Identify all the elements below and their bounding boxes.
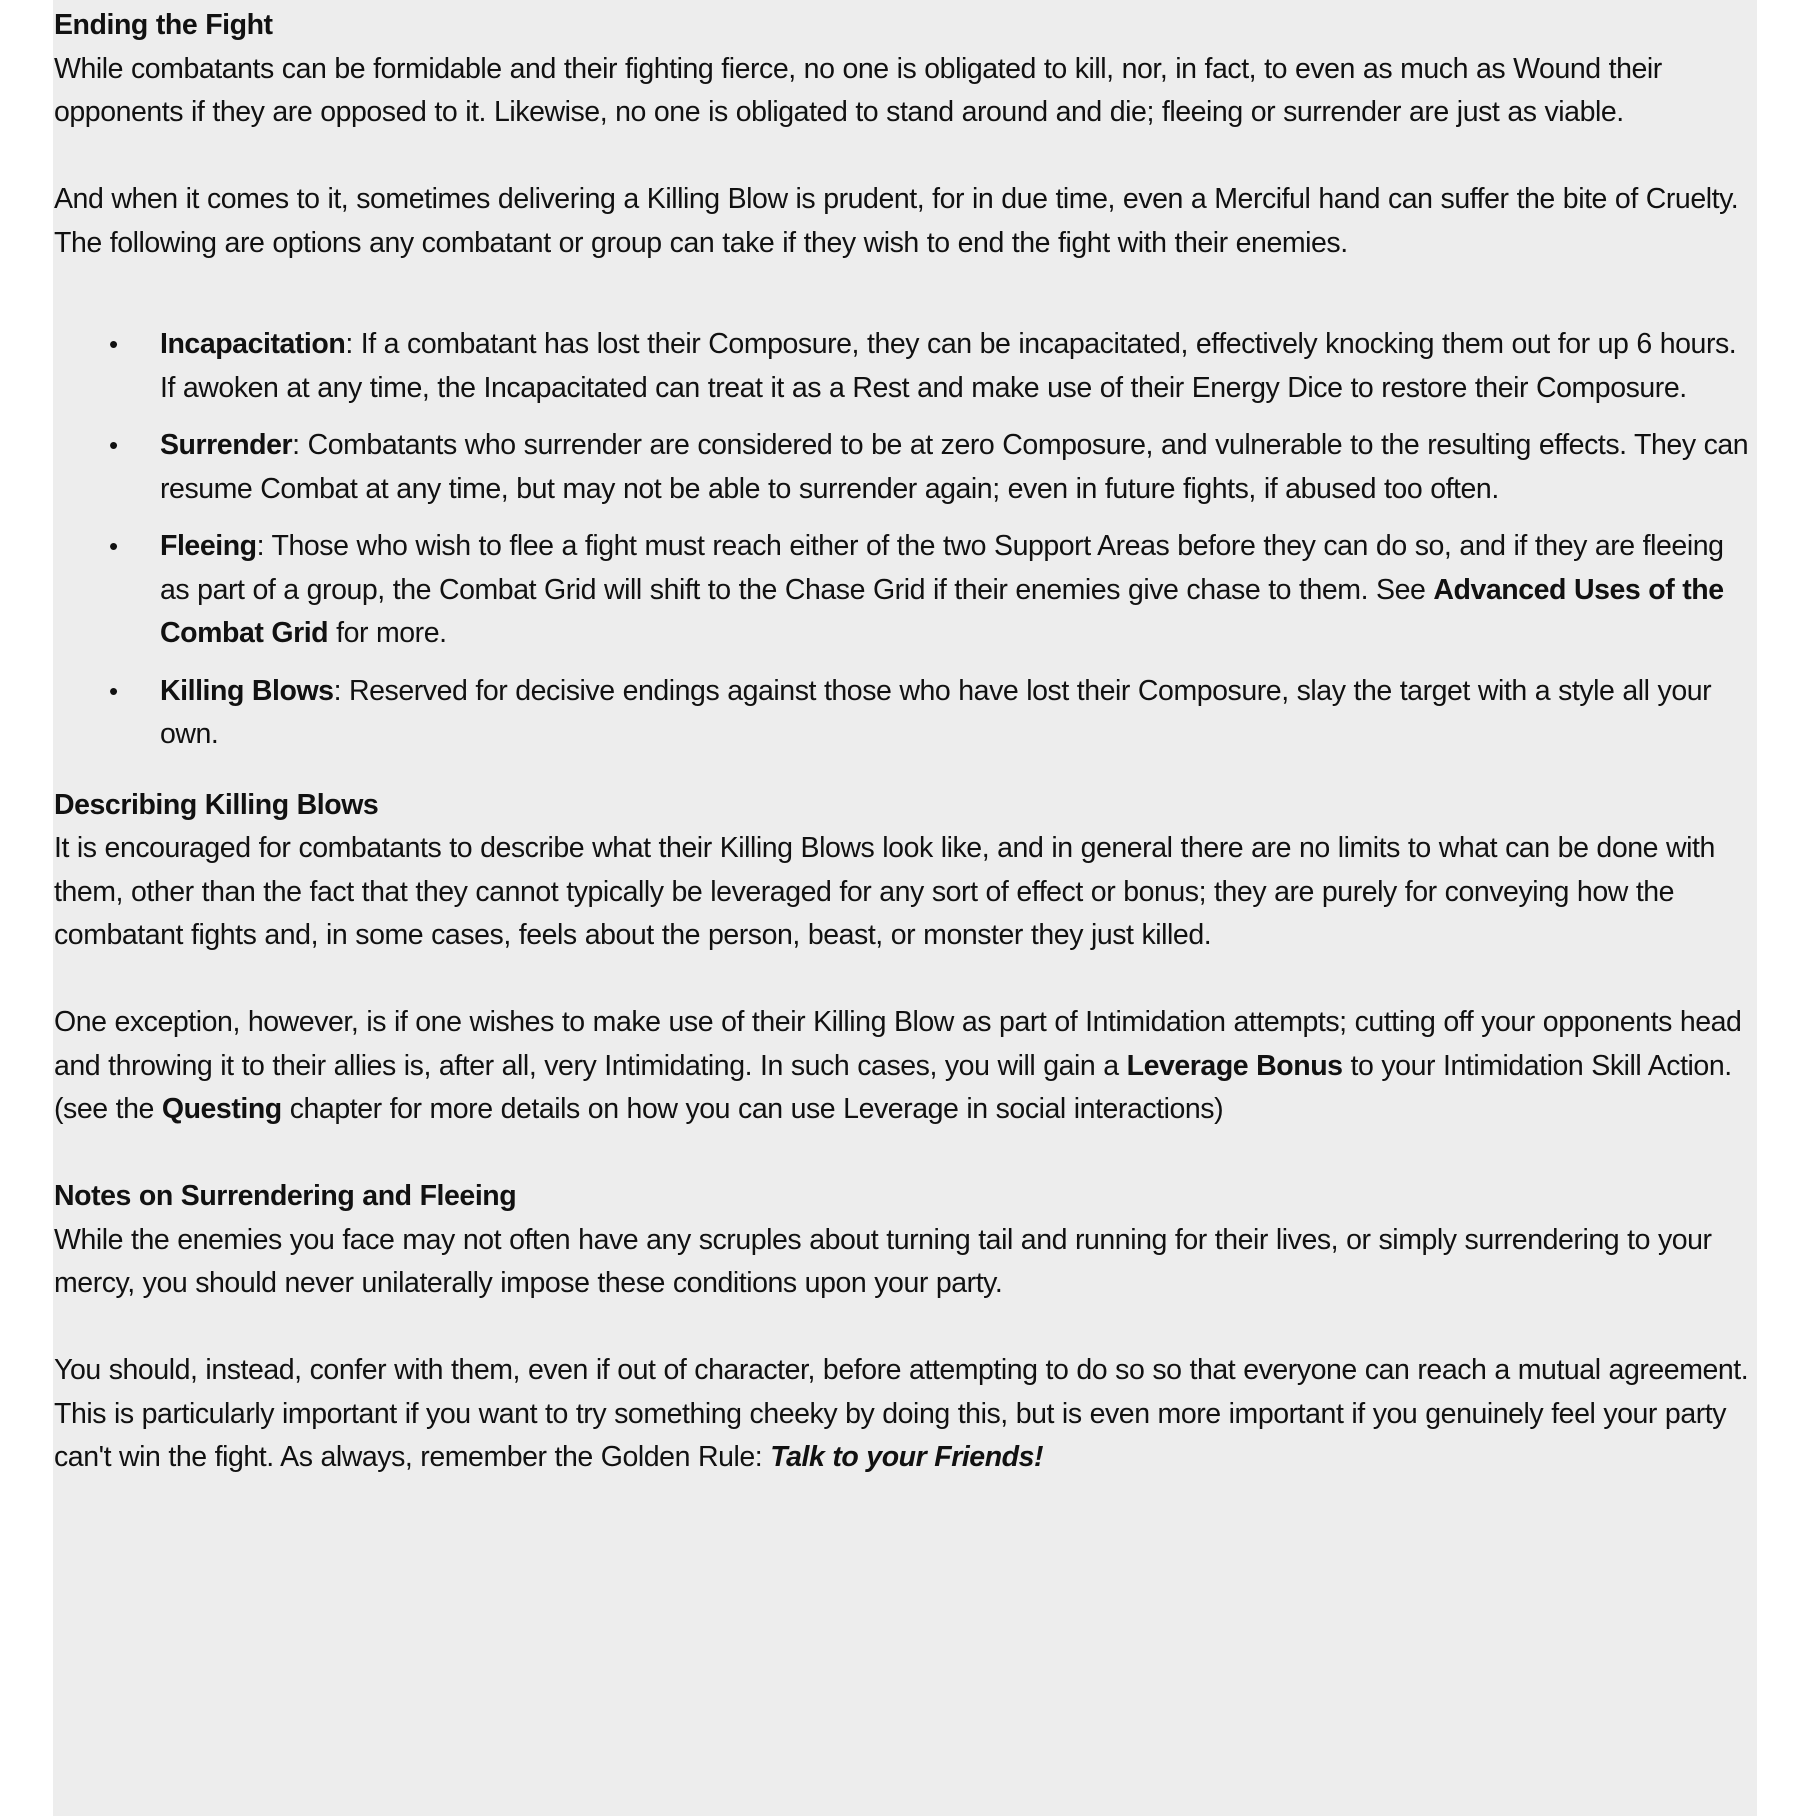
option-text: : Combatants who surrender are considered to be at zero Composure, and vulnerable to the resulting effects. They can resume Combat at any time, but may not be able to surrender again; even in future fights, if abused too often.: [160, 429, 1749, 505]
section-heading: Describing Killing Blows: [54, 788, 379, 821]
paragraph: [54, 1001, 1754, 1132]
list-item-killing-blows: [54, 670, 1754, 757]
section-notes-surrendering-fleeing: [54, 1175, 1754, 1480]
questing-chapter-reference: Questing: [161, 1093, 282, 1125]
list-item-surrender: [54, 424, 1754, 511]
bullet-icon: •: [109, 430, 118, 460]
document-body: [54, 4, 1754, 1480]
section-heading: Notes on Surrendering and Fleeing: [54, 1180, 517, 1212]
paragraph-text: You should, instead, confer with them, even if out of character, before attempting to do so so that everyone can reach a mutual agreement. This is particularly important if you want to try something cheeky by doing this, but is even more important if you genuinely feel your party can't win the fight. As always, remember the Golden Rule:: [54, 1354, 1749, 1473]
section-describing-killing-blows: [54, 784, 1754, 1132]
paragraph: It is encouraged for combatants to describe what their Killing Blows look like, and in general there are no limits to what can be done with them, other than the fact that they cannot typically be leveraged for any sort of effect or bonus; they are purely for conveying how the combatant fights and, in some cases, feels about the person, beast, or monster they just killed.: [54, 832, 1715, 951]
bullet-icon: •: [109, 675, 118, 706]
option-text: : If a combatant has lost their Composure, they can be incapacitated, effectively knocking them out for up 6 hours. If awoken at any time, the Incapacitated can treat it as a Rest and make use of their Energy Dice to restore their Composure.: [160, 328, 1737, 404]
paragraph-text: to your Intimidation Skill Action. (see the: [54, 1049, 1732, 1125]
cross-reference-advanced-uses: Advanced Uses of the Combat Grid: [160, 573, 1724, 649]
golden-rule-emphasis: Talk to your Friends!: [770, 1441, 1044, 1473]
option-term: Fleeing: [160, 530, 257, 562]
bullet-icon: •: [109, 329, 118, 359]
list-item-fleeing: [54, 525, 1754, 656]
option-text: : Reserved for decisive endings against those who have lost their Composure, slay the target with a style all your own.: [160, 674, 1712, 750]
paragraph-text: chapter for more details on how you can use Leverage in social interactions): [281, 1093, 1224, 1125]
paragraph: While combatants can be formidable and their fighting fierce, no one is obligated to kill, nor, in fact, to even as much as Wound their opponents if they are opposed to it. Likewise, no one is obligated to stand around and die; fleeing or surrender are just as viable.: [54, 52, 1662, 128]
bullet-icon: •: [109, 531, 118, 561]
list-item-incapacitation: [54, 323, 1754, 410]
section-ending-the-fight: [54, 4, 1754, 757]
paragraph: [54, 1349, 1754, 1480]
leverage-bonus-term: Leverage Bonus: [1126, 1049, 1343, 1082]
fight-ending-options-list: [54, 323, 1754, 757]
option-text: : Those who wish to flee a fight must reach either of the two Support Areas before they can do so, and if they are fleeing as part of a group, the Combat Grid will shift to the Chase Grid if their enemies give chase to them. See: [160, 530, 1724, 606]
paragraph: While the enemies you face may not often have any scruples about turning tail and running for their lives, or simply surrendering to your mercy, you should never unilaterally impose these conditions upon your party.: [54, 1223, 1712, 1299]
option-term: Incapacitation: [160, 328, 346, 360]
option-text-after: for more.: [328, 617, 447, 649]
option-term: Killing Blows: [160, 674, 334, 707]
paragraph: And when it comes to it, sometimes delivering a Killing Blow is prudent, for in due time, even a Merciful hand can suffer the bite of Cruelty. The following are options any combatant or group can take if they wish to end the fight with their enemies.: [54, 183, 1739, 259]
section-heading: Ending the Fight: [54, 9, 273, 41]
option-term: Surrender: [160, 429, 293, 461]
paragraph-text: One exception, however, is if one wishes to make use of their Killing Blow as part of Intimidation attempts; cutting off your opponents head and throwing it to their allies is, after all, very Intimidating. In such cases, you will gain a: [54, 1006, 1742, 1082]
